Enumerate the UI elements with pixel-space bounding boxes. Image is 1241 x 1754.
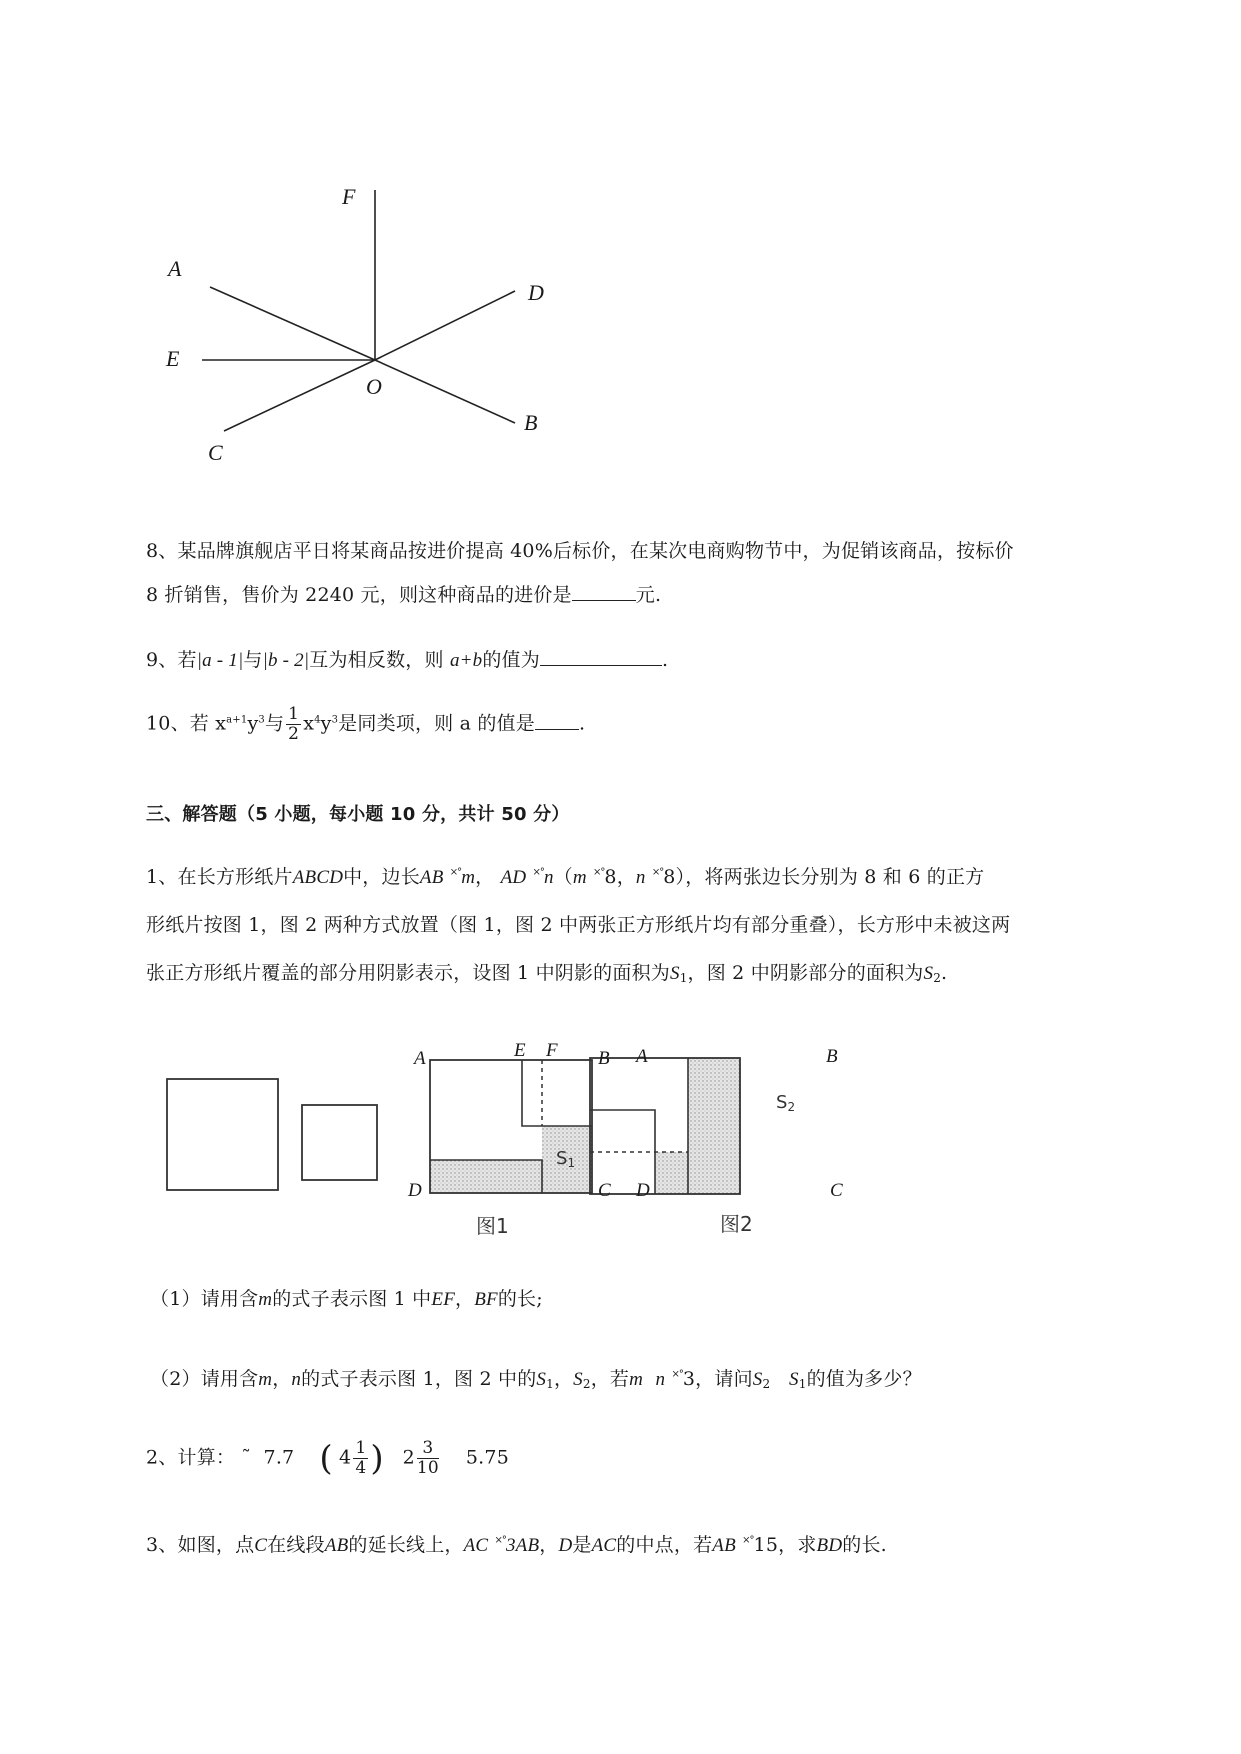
- q8-line2: [146, 580, 661, 607]
- fig2-label-d: D: [636, 1180, 650, 1201]
- fig1-caption: 图1: [476, 1214, 509, 1238]
- q10-sup2: 3: [258, 714, 265, 726]
- p2-frac2: [417, 1440, 439, 1477]
- fig1-label-s1: [556, 1148, 575, 1170]
- p3-ab2: AB: [712, 1535, 736, 1556]
- p1-s1-sub: 1: [679, 971, 688, 985]
- sub1-comma: ，: [455, 1288, 475, 1310]
- p3-mid: 在线段: [267, 1534, 325, 1556]
- label-c: C: [208, 440, 223, 465]
- fig1-label-b: B: [598, 1048, 610, 1069]
- p1-ab: AB: [419, 867, 444, 888]
- sub2-m: m: [258, 1369, 273, 1390]
- p3-mid4: 的中点，若: [616, 1534, 713, 1556]
- p1-eight2: 8），将两张边长分别为 8 和 6 的正方: [663, 866, 985, 888]
- fig2-label-c: C: [830, 1180, 843, 1201]
- p1-m: m: [461, 867, 476, 888]
- fig1-label-f: F: [546, 1040, 558, 1061]
- p2-tilde: ˜: [241, 1446, 252, 1469]
- q9-post: 的值为: [482, 649, 540, 671]
- sub1-line: [150, 1284, 543, 1311]
- q9-line: [146, 645, 668, 672]
- fig2-s: S: [776, 1092, 788, 1113]
- fig2-label-a: A: [636, 1046, 648, 1067]
- sub2-comma2: ，: [553, 1368, 574, 1390]
- p1-eight1: 8，: [604, 866, 636, 888]
- q10-den: 2: [288, 724, 300, 744]
- sub2-s1b: S: [789, 1369, 799, 1390]
- q9-blank: [540, 651, 662, 666]
- q9-abs2: |b - 2|: [262, 650, 310, 671]
- small-square: [302, 1105, 377, 1180]
- q8-text: 8 折销售，售价为 2240 元，则这种商品的进价是: [146, 584, 572, 606]
- sub2-line: [150, 1364, 922, 1391]
- fig1-small-square-edge: [522, 1060, 592, 1126]
- p3-ac: AC: [463, 1535, 489, 1556]
- sub2-pre: （2）请用含: [150, 1368, 259, 1390]
- large-square: [167, 1079, 278, 1190]
- p1-t3: （: [553, 866, 573, 888]
- fig2-label-b: B: [826, 1046, 838, 1067]
- q10-post: 是同类项，则 a 的值是: [338, 712, 535, 735]
- ray-od: [375, 291, 515, 360]
- p3-bd: BD: [816, 1535, 843, 1556]
- p2-v4: 5.75: [465, 1446, 509, 1469]
- ray-ob: [375, 360, 515, 423]
- sub2-n: n: [291, 1369, 302, 1390]
- p1-mark4: ×°: [651, 867, 664, 878]
- sub2-comma1: ，: [272, 1368, 292, 1390]
- p2-v3: 2: [402, 1446, 415, 1469]
- p2-f2num: 3: [417, 1440, 439, 1459]
- fig2-s-sub: 2: [787, 1100, 796, 1114]
- p3-ab: AB: [324, 1535, 349, 1556]
- p1-mark3: ×°: [593, 867, 605, 878]
- q10-end: .: [578, 712, 586, 735]
- p2-lparen: (: [319, 1438, 333, 1479]
- p2-pre: 2、计算：: [146, 1446, 236, 1469]
- fig1-s-sub: 1: [567, 1156, 576, 1170]
- p3-mid2: 的延长线上，: [348, 1534, 464, 1556]
- fig1-label-a: A: [414, 1048, 426, 1069]
- p2-f1num: 1: [355, 1438, 367, 1458]
- p1-line1: 1、在长方形纸片ABCD中，边长AB ×°m， AD ×°n（m ×°8，n ×°8），将两张边长分别为 8 和 6 的正方: [146, 866, 985, 888]
- label-b: B: [524, 410, 538, 435]
- sub2-n2: n: [655, 1369, 666, 1390]
- p2-v1: 7.7: [263, 1446, 295, 1469]
- sub2-s1-sub: 1: [546, 1377, 554, 1391]
- p3-3ab: 3AB: [505, 1535, 540, 1556]
- p1-mark2: ×°: [532, 867, 544, 878]
- ray-oa: [210, 287, 375, 360]
- fig2-shade-right: [688, 1058, 740, 1194]
- p1-s2: S: [923, 963, 934, 984]
- p1-ad: AD: [500, 867, 527, 888]
- sub2-mid: 的式子表示图 1，图 2 中的: [301, 1368, 537, 1390]
- p2-f2den: 10: [416, 1458, 439, 1478]
- sub2-m2: m: [629, 1369, 644, 1390]
- sub1-post: 的长;: [497, 1288, 543, 1310]
- q8-blank: [572, 586, 636, 601]
- sub2-mid2: ，若: [590, 1368, 630, 1390]
- q10-blank: [535, 715, 579, 730]
- p2-v2: 4: [339, 1446, 352, 1469]
- q9-pre: 9、若: [146, 649, 197, 671]
- p1-line2: 形纸片按图 1，图 2 两种方式放置（图 1，图 2 中两张正方形纸片均有部分重叠），长方形中未被这两: [146, 914, 1011, 936]
- p1-t6: .: [941, 962, 948, 984]
- sub1-ef: EF: [431, 1289, 456, 1310]
- fig2-caption: 图2: [720, 1212, 753, 1236]
- p1-mark1: ×°: [449, 867, 462, 878]
- p3-mid3: 是: [572, 1534, 592, 1556]
- q9-expr: a+b: [449, 650, 483, 671]
- p3-comma: ，: [539, 1534, 559, 1556]
- p1-t5: ，图 2 中阴影部分的面积为: [687, 962, 924, 984]
- p2-rparen: ): [370, 1438, 384, 1479]
- p1-n2: n: [635, 867, 646, 888]
- q10-sup3: 4: [314, 714, 321, 726]
- section-3-title: 三、解答题（5 小题，每小题 10 分，共计 50 分）: [146, 804, 570, 825]
- label-a: A: [168, 256, 182, 281]
- q9-mid2: 互为相反数，则: [309, 649, 444, 671]
- figure-1: [430, 1060, 592, 1193]
- p2-line: [146, 1440, 509, 1477]
- q10-x2: x: [303, 712, 315, 735]
- fig1-label-c: C: [598, 1180, 611, 1201]
- sub2-s2b: S: [752, 1369, 763, 1390]
- p1-abcd: ABCD: [292, 867, 344, 888]
- p3-d: D: [558, 1535, 573, 1556]
- sub2-s2: S: [573, 1369, 583, 1390]
- ray-oc: [224, 360, 375, 431]
- q10-y1: y: [247, 712, 259, 735]
- sub1-m: m: [258, 1289, 273, 1310]
- p3-post: ，求: [778, 1534, 817, 1556]
- sub2-post: 的值为多少？: [806, 1368, 922, 1390]
- label-f: F: [342, 184, 356, 209]
- sub1-pre: （1）请用含: [150, 1288, 259, 1310]
- squares-figure: [150, 1040, 870, 1200]
- q9-abs1: |a - 1|: [196, 650, 244, 671]
- p1-t1: 1、在长方形纸片: [146, 866, 293, 888]
- q8-line1: 8、某品牌旗舰店平日将某商品按进价提高 40%后标价，在某次电商购物节中，为促销该商品，按标价: [146, 540, 1014, 562]
- p3-c: C: [254, 1535, 268, 1556]
- q10-fraction: [286, 706, 301, 743]
- q10-y2: y: [320, 712, 332, 735]
- sub2-s2b-sub: 2: [762, 1377, 771, 1391]
- p1-t4: 张正方形纸片覆盖的部分用阴影表示，设图 1 中阴影的面积为: [146, 962, 670, 984]
- p3-mark2: ×°: [742, 1535, 754, 1546]
- q10-sup4: 3: [331, 714, 339, 726]
- sub1-mid: 的式子表示图 1 中: [272, 1288, 432, 1310]
- q9-end: .: [661, 649, 669, 671]
- q9-mid: 与: [243, 649, 263, 671]
- p3-pre: 3、如图，点: [146, 1534, 255, 1556]
- p3-ac2: AC: [591, 1535, 617, 1556]
- fig2-shade-bottom: [655, 1152, 688, 1194]
- q10-line: [146, 706, 585, 743]
- sub2-s1b-sub: 1: [798, 1377, 807, 1391]
- p1-s1: S: [669, 963, 680, 984]
- label-e: E: [166, 346, 180, 371]
- fig1-s: S: [556, 1148, 568, 1169]
- q10-sup1: a+1: [226, 714, 248, 726]
- p2-frac1: [353, 1440, 368, 1477]
- q10-pre: 10、若 x: [146, 712, 227, 735]
- fig1-label-d: D: [408, 1180, 422, 1201]
- p1-s2-sub: 2: [933, 971, 942, 985]
- p2-f1den: 4: [355, 1458, 367, 1478]
- p3-15: 15: [753, 1534, 779, 1556]
- p1-m2: m: [572, 867, 587, 888]
- sub2-s1: S: [536, 1369, 547, 1390]
- p1-t2: 中，边长: [343, 866, 420, 888]
- angle-figure: [150, 175, 570, 465]
- fig2-label-s2: [776, 1092, 795, 1114]
- p1-line3: [146, 958, 947, 985]
- sub1-bf: BF: [474, 1289, 498, 1310]
- sub2-mark: ×°: [671, 1369, 683, 1380]
- label-d: D: [528, 280, 544, 305]
- p3-mark1: ×°: [494, 1535, 506, 1546]
- q10-mid: 与: [264, 712, 285, 735]
- fig1-label-e: E: [514, 1040, 526, 1061]
- q8-end: 元.: [635, 584, 662, 606]
- p1-n: n: [543, 867, 554, 888]
- label-o: O: [366, 374, 382, 399]
- p3-end: 的长.: [842, 1534, 887, 1556]
- p3-line: [146, 1530, 887, 1557]
- sub2-three: 3，请问: [682, 1368, 753, 1390]
- q10-num: 1: [288, 704, 300, 724]
- sub2-s2-sub: 2: [582, 1377, 591, 1391]
- figure-2: [590, 1058, 740, 1194]
